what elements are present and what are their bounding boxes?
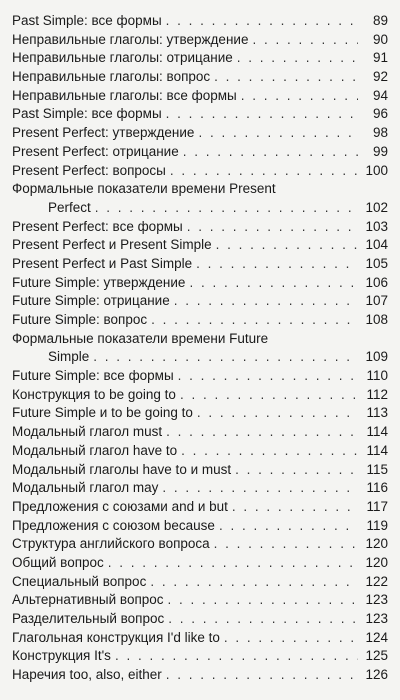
dot-leader [180, 386, 358, 405]
toc-entry [12, 218, 388, 237]
dot-leader [235, 461, 358, 480]
toc-entry-title-line1: Формальные показатели времени Future [12, 330, 269, 346]
toc-entry [12, 311, 388, 330]
dot-leader [170, 162, 358, 181]
dot-leader [168, 610, 358, 629]
toc-entry [12, 87, 388, 106]
toc-entry-page: 90 [372, 31, 388, 47]
dot-leader [162, 479, 358, 498]
toc-entry-title: Past Simple: все формы [12, 13, 162, 28]
dot-leader [166, 12, 358, 31]
toc-entry-page: 98 [372, 125, 388, 141]
toc-entry-title: Perfect [48, 199, 91, 215]
toc-entry [12, 367, 388, 386]
toc-entry [12, 629, 388, 648]
toc-entry-page: 117 [366, 498, 388, 514]
toc-entry-page: 114 [366, 424, 388, 440]
dot-leader [178, 367, 358, 386]
dot-leader [224, 629, 358, 648]
toc-entry-title: Модальный глаголы have to и must [12, 461, 232, 477]
toc-entry-page: 123 [365, 592, 388, 608]
toc-entry-title: Конструкция It's [12, 648, 111, 664]
toc-entry [12, 162, 388, 181]
toc-entry-title: Future Simple: утверждение [12, 274, 186, 290]
toc-entry-page: 104 [365, 237, 388, 253]
toc-entry [12, 498, 388, 517]
toc-entry-title: Модальный глагол must [12, 424, 163, 440]
toc-entry [12, 666, 388, 685]
toc-entry [12, 610, 388, 629]
dot-leader [115, 647, 358, 666]
toc-entry-page: 116 [366, 480, 388, 496]
dot-leader [214, 535, 358, 554]
toc-entry [12, 105, 388, 124]
toc-entry-page: 107 [365, 293, 388, 309]
toc-entry-title: Future Simple: отрицание [12, 293, 170, 309]
toc-entry-page: 96 [372, 106, 388, 122]
toc-entry-title: Present Perfect: отрицание [12, 143, 179, 159]
toc-entry-page: 106 [365, 274, 388, 290]
dot-leader [197, 404, 358, 423]
toc-entry [12, 143, 388, 162]
toc-entry [12, 386, 388, 405]
toc-entry-title: Альтернативный вопрос [12, 592, 164, 608]
toc-entry [12, 199, 388, 218]
toc-entry-heading-line [12, 330, 388, 349]
dot-leader [166, 105, 358, 124]
toc-entry-title: Наречия too, also, either [12, 667, 162, 683]
toc-entry-page: 108 [365, 312, 388, 327]
toc-entry-page: 94 [372, 87, 388, 103]
toc-entry-title: Неправильные глаголы: отрицание [12, 50, 233, 66]
dot-leader [252, 31, 358, 50]
dot-leader [241, 87, 358, 106]
dot-leader [174, 292, 358, 311]
toc-entry-page: 102 [365, 199, 388, 215]
toc-entry [12, 404, 388, 423]
toc-entry [12, 292, 388, 311]
toc-entry-page: 122 [365, 573, 388, 589]
dot-leader [95, 199, 358, 218]
toc-entry-title: Предложения с союзами and и but [12, 498, 228, 514]
toc-entry-page: 119 [366, 517, 388, 533]
toc-entry-page: 105 [365, 255, 388, 271]
toc-entry [12, 31, 388, 50]
toc-entry [12, 274, 388, 293]
toc-entry [12, 236, 388, 255]
dot-leader [214, 68, 358, 87]
toc-entry-page: 110 [366, 368, 388, 384]
dot-leader [219, 517, 358, 536]
dot-leader [166, 666, 358, 685]
toc-entry-page: 113 [366, 405, 388, 421]
toc-entry [12, 535, 388, 554]
dot-leader [150, 573, 358, 592]
dot-leader [108, 554, 358, 573]
toc-entry-page: 92 [372, 69, 388, 85]
toc-entry [12, 517, 388, 536]
toc-entry-title: Конструкция to be going to [12, 386, 176, 402]
toc-entry-page: 91 [372, 50, 388, 66]
toc-entry-title: Неправильные глаголы: вопрос [12, 69, 211, 85]
toc-entry-page: 103 [365, 218, 388, 234]
dot-leader [187, 218, 358, 237]
toc-entry-title: Неправильные глаголы: все формы [12, 87, 237, 103]
dot-leader [198, 124, 358, 143]
toc-entry-title: Present Perfect: утверждение [12, 125, 195, 141]
toc-entry-page: 124 [365, 629, 388, 645]
dot-leader [166, 423, 358, 442]
dot-leader [168, 591, 358, 610]
toc-entry-page: 89 [372, 13, 388, 28]
toc-entry-page: 125 [365, 648, 388, 664]
toc-entry-page: 114 [366, 442, 388, 458]
toc-entry-title: Модальный глагол may [12, 480, 159, 496]
toc-entry [12, 12, 388, 31]
toc-entry [12, 423, 388, 442]
toc-entry-title: Модальный глагол have to [12, 442, 178, 458]
toc-entry-title: Simple [48, 349, 90, 365]
toc-entry-title: Специальный вопрос [12, 573, 147, 589]
toc-entry-title: Предложения с союзом because [12, 517, 215, 533]
toc-entry-title: Present Perfect и Past Simple [12, 255, 193, 271]
toc-entry-page: 120 [365, 536, 388, 552]
dot-leader [93, 348, 358, 367]
toc-entry-title: Future Simple и to be going to [12, 405, 193, 421]
toc-entry [12, 68, 388, 87]
toc-entry-page: 115 [366, 461, 388, 477]
toc-entry-page: 126 [365, 667, 388, 683]
toc-entry-page: 100 [365, 162, 388, 178]
toc-entry-title: Past Simple: все формы [12, 106, 162, 122]
toc-entry [12, 591, 388, 610]
toc-entry-page: 120 [365, 554, 388, 570]
toc-entry [12, 461, 388, 480]
dot-leader [232, 498, 358, 517]
dot-leader [196, 255, 358, 274]
toc-entry [12, 124, 388, 143]
toc-entry [12, 348, 388, 367]
toc-entry-heading-line [12, 180, 388, 199]
toc-entry-page: 112 [366, 386, 388, 402]
toc-entry-title: Общий вопрос [12, 554, 104, 570]
toc-entry-title: Present Perfect и Present Simple [12, 237, 212, 253]
toc-entry-title: Present Perfect: вопросы [12, 162, 166, 178]
toc-entry-title: Неправильные глаголы: утверждение [12, 31, 249, 47]
dot-leader [189, 274, 358, 293]
dot-leader [181, 442, 358, 461]
toc-entry-title: Разделительный вопрос [12, 611, 165, 626]
toc-entry-title: Глагольная конструкция I'd like to [12, 629, 220, 645]
toc-entry [12, 442, 388, 461]
dot-leader [237, 49, 358, 68]
toc-entry-page: 123 [365, 611, 388, 626]
toc-entry-page: 99 [372, 143, 388, 159]
toc-entry [12, 647, 388, 666]
toc-entry-title: Present Perfect: все формы [12, 218, 183, 234]
dot-leader [216, 236, 358, 255]
toc-entry-title: Структура английского вопроса [12, 536, 210, 552]
dot-leader [183, 143, 358, 162]
toc-entry-title: Future Simple: вопрос [12, 312, 148, 327]
toc-entry [12, 479, 388, 498]
toc-entry [12, 49, 388, 68]
toc-entry-title: Future Simple: все формы [12, 368, 174, 384]
toc-entry-title-line1: Формальные показатели времени Present [12, 181, 276, 197]
toc-entry [12, 554, 388, 573]
dot-leader [151, 311, 358, 330]
toc-entry-page: 109 [365, 349, 388, 365]
toc-entry [12, 255, 388, 274]
toc-entry [12, 573, 388, 592]
table-of-contents [12, 12, 388, 685]
